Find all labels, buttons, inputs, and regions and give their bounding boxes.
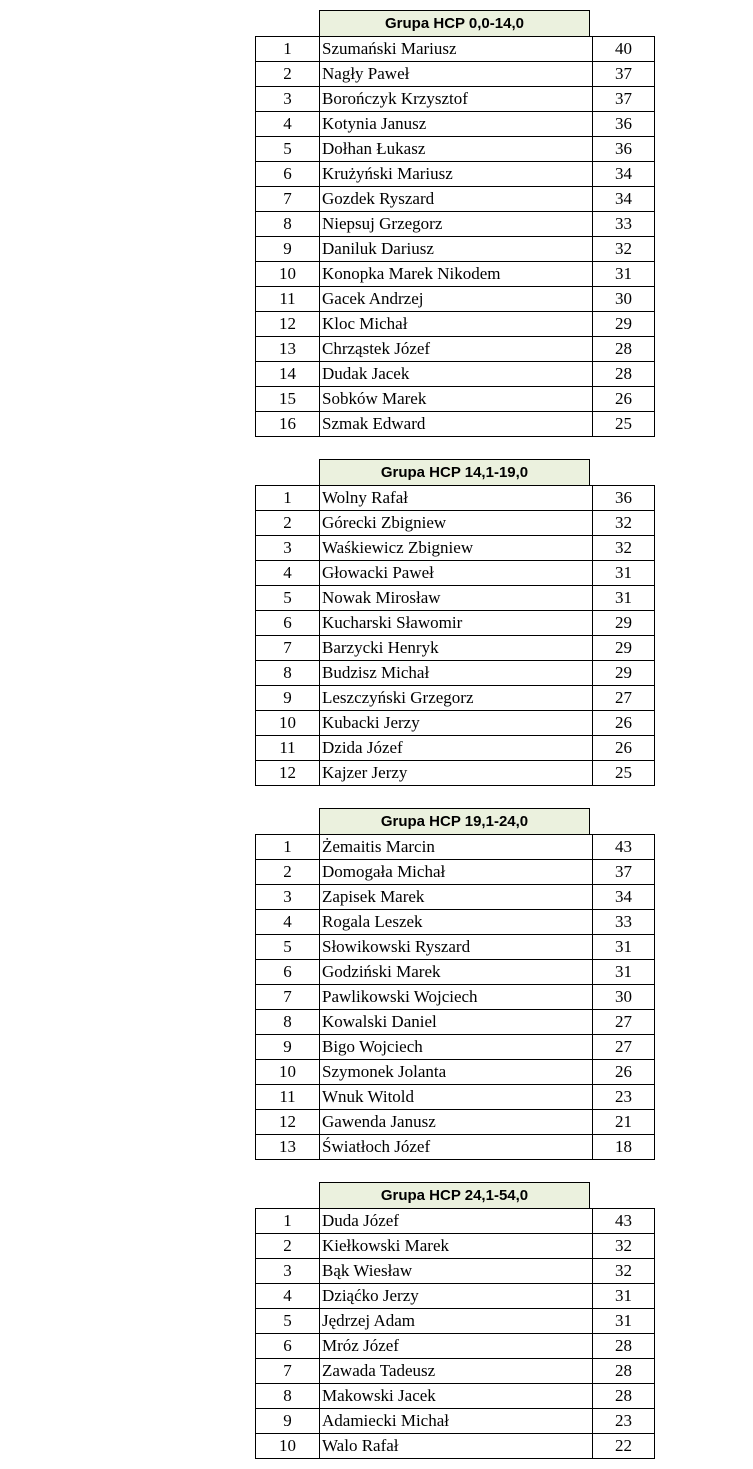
points-cell: 43 [593,835,655,860]
table-row [256,112,655,137]
table-row [256,1259,655,1284]
player-name-cell: Gawenda Janusz [320,1110,593,1135]
player-name-cell: Gozdek Ryszard [320,187,593,212]
player-name-cell: Żemaitis Marcin [320,835,593,860]
rank-cell: 12 [256,1110,320,1135]
table-row [256,960,655,985]
player-name-cell: Pawlikowski Wojciech [320,985,593,1010]
player-name-cell: Kotynia Janusz [320,112,593,137]
table-row [256,611,655,636]
table-row [256,1209,655,1234]
player-name-cell: Budzisz Michał [320,661,593,686]
points-cell: 26 [593,711,655,736]
player-name-cell: Słowikowski Ryszard [320,935,593,960]
table-row [256,511,655,536]
points-cell: 28 [593,337,655,362]
points-cell: 36 [593,112,655,137]
table-row [256,1060,655,1085]
points-cell: 29 [593,636,655,661]
player-name-cell: Zawada Tadeusz [320,1359,593,1384]
table-row [256,661,655,686]
player-name-cell: Konopka Marek Nikodem [320,262,593,287]
table-row [256,162,655,187]
points-cell: 25 [593,412,655,437]
player-name-cell: Kloc Michał [320,312,593,337]
rank-cell: 12 [256,312,320,337]
points-cell: 34 [593,162,655,187]
rank-cell: 8 [256,212,320,237]
points-cell: 23 [593,1085,655,1110]
table-row [256,1035,655,1060]
group-title: Grupa HCP 24,1-54,0 [319,1182,590,1208]
points-cell: 26 [593,387,655,412]
table-row [256,1334,655,1359]
player-name-cell: Rogala Leszek [320,910,593,935]
table-row [256,312,655,337]
group-hcp-14-19 [255,459,655,786]
table-row [256,1309,655,1334]
player-name-cell: Głowacki Paweł [320,561,593,586]
player-name-cell: Światłoch Józef [320,1135,593,1160]
player-name-cell: Kucharski Sławomir [320,611,593,636]
points-cell: 25 [593,761,655,786]
table-row [256,1010,655,1035]
rank-cell: 2 [256,860,320,885]
points-cell: 36 [593,486,655,511]
table-row [256,686,655,711]
player-name-cell: Gacek Andrzej [320,287,593,312]
points-cell: 43 [593,1209,655,1234]
player-name-cell: Daniluk Dariusz [320,237,593,262]
table-row [256,761,655,786]
points-cell: 28 [593,1334,655,1359]
player-name-cell: Walo Rafał [320,1434,593,1459]
table-row [256,736,655,761]
points-cell: 27 [593,686,655,711]
points-cell: 33 [593,910,655,935]
points-cell: 36 [593,137,655,162]
rank-cell: 8 [256,1384,320,1409]
rank-cell: 7 [256,636,320,661]
table-row [256,87,655,112]
player-name-cell: Jędrzej Adam [320,1309,593,1334]
player-name-cell: Bąk Wiesław [320,1259,593,1284]
rank-cell: 9 [256,686,320,711]
rank-cell: 3 [256,885,320,910]
player-name-cell: Mróz Józef [320,1334,593,1359]
rank-cell: 13 [256,337,320,362]
player-name-cell: Chrząstek Józef [320,337,593,362]
rank-cell: 16 [256,412,320,437]
rank-cell: 13 [256,1135,320,1160]
points-cell: 31 [593,586,655,611]
rank-cell: 5 [256,1309,320,1334]
rank-cell: 8 [256,1010,320,1035]
points-cell: 29 [593,661,655,686]
rank-cell: 10 [256,711,320,736]
table-row [256,37,655,62]
points-cell: 31 [593,935,655,960]
rank-cell: 3 [256,536,320,561]
points-cell: 30 [593,985,655,1010]
points-cell: 21 [593,1110,655,1135]
points-cell: 40 [593,37,655,62]
player-name-cell: Sobków Marek [320,387,593,412]
points-cell: 31 [593,561,655,586]
rank-cell: 2 [256,62,320,87]
player-name-cell: Dołhan Łukasz [320,137,593,162]
player-name-cell: Niepsuj Grzegorz [320,212,593,237]
player-name-cell: Duda Józef [320,1209,593,1234]
table-row [256,137,655,162]
table-row [256,1384,655,1409]
table-row [256,935,655,960]
table-row [256,1110,655,1135]
rank-cell: 5 [256,137,320,162]
rank-cell: 6 [256,162,320,187]
points-cell: 18 [593,1135,655,1160]
rank-cell: 4 [256,1284,320,1309]
player-name-cell: Adamiecki Michał [320,1409,593,1434]
rank-cell: 5 [256,586,320,611]
player-name-cell: Makowski Jacek [320,1384,593,1409]
player-name-cell: Bigo Wojciech [320,1035,593,1060]
points-cell: 28 [593,1359,655,1384]
points-cell: 31 [593,1284,655,1309]
table-row [256,1359,655,1384]
table-row [256,1434,655,1459]
table-row [256,636,655,661]
table-row [256,237,655,262]
group-title: Grupa HCP 0,0-14,0 [319,10,590,36]
player-name-cell: Kiełkowski Marek [320,1234,593,1259]
table-row [256,287,655,312]
results-table [255,834,655,1160]
table-row [256,835,655,860]
player-name-cell: Nagły Paweł [320,62,593,87]
table-row [256,711,655,736]
points-cell: 28 [593,362,655,387]
table-row [256,262,655,287]
table-row [256,985,655,1010]
rank-cell: 4 [256,112,320,137]
player-name-cell: Dziąćko Jerzy [320,1284,593,1309]
player-name-cell: Szumański Mariusz [320,37,593,62]
table-row [256,1234,655,1259]
points-cell: 26 [593,1060,655,1085]
rank-cell: 6 [256,960,320,985]
rank-cell: 7 [256,985,320,1010]
rank-cell: 10 [256,1434,320,1459]
player-name-cell: Kubacki Jerzy [320,711,593,736]
player-name-cell: Domogała Michał [320,860,593,885]
results-table [255,36,655,437]
rank-cell: 10 [256,262,320,287]
points-cell: 23 [593,1409,655,1434]
table-row [256,910,655,935]
table-row [256,486,655,511]
player-name-cell: Zapisek Marek [320,885,593,910]
table-row [256,362,655,387]
player-name-cell: Barzycki Henryk [320,636,593,661]
points-cell: 31 [593,960,655,985]
rank-cell: 1 [256,835,320,860]
results-table [255,1208,655,1459]
player-name-cell: Nowak Mirosław [320,586,593,611]
points-cell: 32 [593,1259,655,1284]
rank-cell: 9 [256,237,320,262]
table-row [256,885,655,910]
points-cell: 34 [593,885,655,910]
rank-cell: 11 [256,1085,320,1110]
group-hcp-19-24 [255,808,655,1160]
table-row [256,586,655,611]
points-cell: 27 [593,1010,655,1035]
rank-cell: 1 [256,1209,320,1234]
table-row [256,1409,655,1434]
rank-cell: 4 [256,910,320,935]
rank-cell: 7 [256,187,320,212]
rank-cell: 2 [256,1234,320,1259]
table-row [256,860,655,885]
points-cell: 32 [593,511,655,536]
rank-cell: 8 [256,661,320,686]
points-cell: 31 [593,262,655,287]
player-name-cell: Szymonek Jolanta [320,1060,593,1085]
points-cell: 37 [593,860,655,885]
points-cell: 26 [593,736,655,761]
player-name-cell: Krużyński Mariusz [320,162,593,187]
player-name-cell: Kajzer Jerzy [320,761,593,786]
points-cell: 27 [593,1035,655,1060]
table-row [256,1284,655,1309]
points-cell: 28 [593,1384,655,1409]
player-name-cell: Wnuk Witold [320,1085,593,1110]
rank-cell: 1 [256,486,320,511]
rank-cell: 15 [256,387,320,412]
points-cell: 29 [593,611,655,636]
table-row [256,62,655,87]
player-name-cell: Kowalski Daniel [320,1010,593,1035]
rank-cell: 7 [256,1359,320,1384]
table-row [256,387,655,412]
table-row [256,561,655,586]
points-cell: 37 [593,87,655,112]
table-row [256,1135,655,1160]
points-cell: 32 [593,536,655,561]
table-row [256,337,655,362]
player-name-cell: Godziński Marek [320,960,593,985]
points-cell: 32 [593,237,655,262]
rank-cell: 3 [256,1259,320,1284]
results-table [255,485,655,786]
group-title: Grupa HCP 19,1-24,0 [319,808,590,834]
player-name-cell: Szmak Edward [320,412,593,437]
group-hcp-24-54 [255,1182,655,1459]
rank-cell: 10 [256,1060,320,1085]
points-cell: 22 [593,1434,655,1459]
player-name-cell: Wolny Rafał [320,486,593,511]
player-name-cell: Dudak Jacek [320,362,593,387]
player-name-cell: Borończyk Krzysztof [320,87,593,112]
player-name-cell: Górecki Zbigniew [320,511,593,536]
rank-cell: 9 [256,1409,320,1434]
rank-cell: 11 [256,287,320,312]
points-cell: 32 [593,1234,655,1259]
points-cell: 34 [593,187,655,212]
rank-cell: 3 [256,87,320,112]
rank-cell: 11 [256,736,320,761]
points-cell: 31 [593,1309,655,1334]
rank-cell: 14 [256,362,320,387]
table-row [256,412,655,437]
table-row [256,536,655,561]
table-row [256,187,655,212]
points-cell: 33 [593,212,655,237]
table-row [256,1085,655,1110]
rank-cell: 6 [256,1334,320,1359]
points-cell: 37 [593,62,655,87]
points-cell: 30 [593,287,655,312]
rank-cell: 2 [256,511,320,536]
rank-cell: 1 [256,37,320,62]
group-title: Grupa HCP 14,1-19,0 [319,459,590,485]
player-name-cell: Leszczyński Grzegorz [320,686,593,711]
rank-cell: 6 [256,611,320,636]
player-name-cell: Waśkiewicz Zbigniew [320,536,593,561]
rank-cell: 5 [256,935,320,960]
player-name-cell: Dzida Józef [320,736,593,761]
group-hcp-0-14 [255,10,655,437]
table-row [256,212,655,237]
rank-cell: 4 [256,561,320,586]
rank-cell: 9 [256,1035,320,1060]
rank-cell: 12 [256,761,320,786]
points-cell: 29 [593,312,655,337]
